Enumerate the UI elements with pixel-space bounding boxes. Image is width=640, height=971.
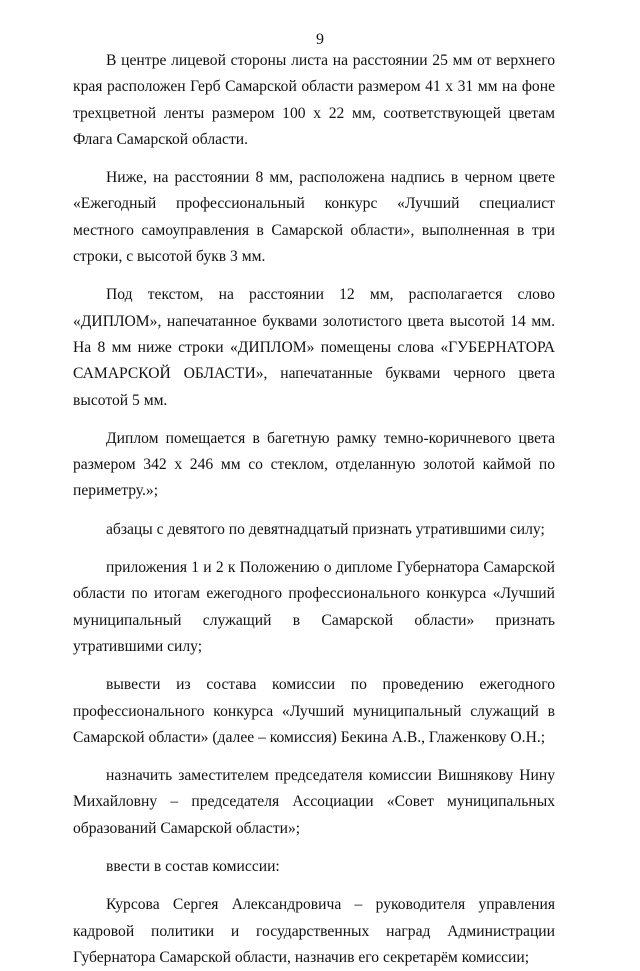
paragraph-diploma-word: Под текстом, на расстоянии 12 мм, располагается слово «ДИПЛОМ», напечатанное буквами золотистого цвета высотой 14 мм. На 8 мм ниже строки «ДИПЛОМ» помещены слова «ГУБЕРНАТОРА САМАРСКОЙ ОБЛАСТИ», напечатанные буквами черного цвета высотой 5 мм. [73,286,555,409]
paragraph-appoint-deputy: назначить заместителем председателя комиссии Вишнякову Нину Михайловну – председателя Ассоциации «Совет муниципальных образований Самарской области»; [73,767,555,837]
paragraph-repeal-clauses: абзацы с девятого по девятнадцатый признать утратившими силу; [106,520,545,538]
paragraph-inscription: Ниже, на расстоянии 8 мм, расположена надпись в черном цвете «Ежегодный профессиональный конкурс «Лучший специалист местного самоуправления в Самарской области», выполненная в три строки, с высотой букв 3 мм. [73,169,555,266]
document-body [73,48,555,971]
paragraph-frame: Диплом помещается в багетную рамку темно-коричневого цвета размером 342 х 246 мм со стеклом, отделанную золотой каймой по периметру.»; [73,429,555,500]
paragraph-coat-of-arms: В центре лицевой стороны листа на расстоянии 25 мм от верхнего края расположен Герб Самарской области размером 41 х 31 мм на фоне трехцветной ленты размером 100 х 22 мм, соответствующей цветам Флага Самарской области. [73,52,555,148]
paragraph-repeal-appendices: приложения 1 и 2 к Положению о дипломе Губернатора Самарской области по итогам ежегодного профессионального конкурса «Лучший муниципальный служащий в Самарской области» признать утратившими силу; [73,559,555,655]
paragraph-add-members: ввести в состав комиссии: [106,858,280,876]
paragraph-remove-members: вывести из состава комиссии по проведению ежегодного профессионального конкурса «Лучший муниципальный служащий в Самарской области» (далее – комиссия) Бекина А.В., Глаженкову О.Н.; [73,676,555,746]
paragraph-new-secretary: Курсова Сергея Александровича – руководителя управления кадровой политики и государственных наград Администрации Губернатора Самарской области, назначив его секретарём комиссии; [73,896,555,966]
page-number: 9 [316,31,324,48]
